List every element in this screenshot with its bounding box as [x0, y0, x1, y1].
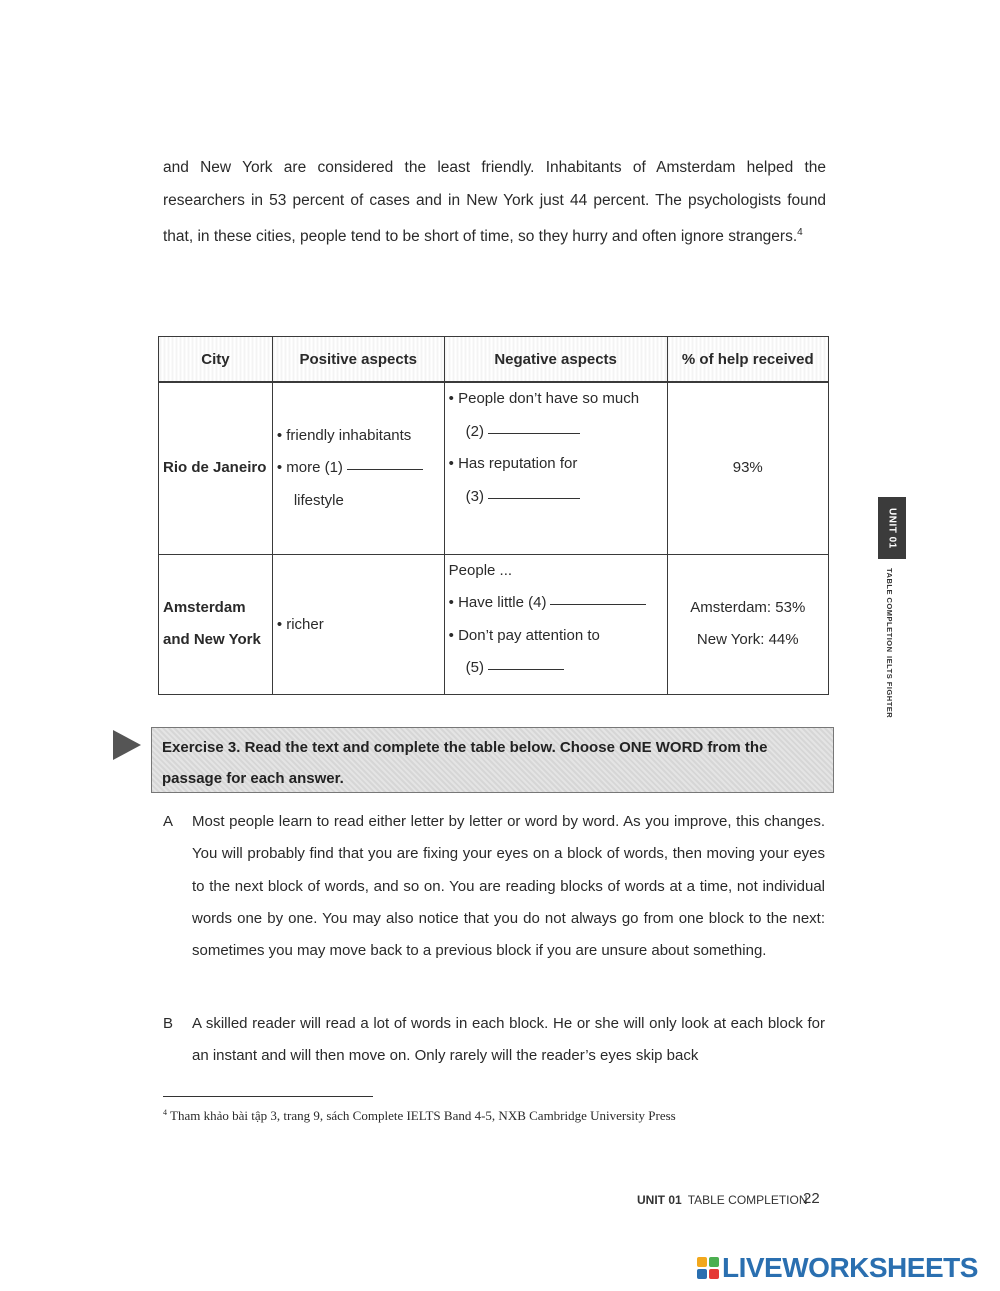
- play-arrow-icon: [113, 730, 141, 760]
- answer-blank-1[interactable]: [347, 468, 423, 470]
- footnote-reference: 4: [797, 227, 803, 238]
- city-rio: Rio de Janeiro: [159, 382, 273, 554]
- header-city: City: [159, 337, 273, 383]
- amsterdam-positive: • richer: [272, 554, 444, 694]
- negative-item: • Have little (4): [449, 587, 663, 620]
- negative-item-cont: (2): [449, 416, 663, 449]
- header-negative: Negative aspects: [444, 337, 667, 383]
- positive-item: • more (1): [277, 452, 440, 485]
- table-row: [159, 382, 829, 554]
- answer-blank-2[interactable]: [488, 432, 580, 434]
- header-percent: % of help received: [667, 337, 828, 383]
- page-number: 22: [803, 1190, 820, 1207]
- section-a-letter: A: [163, 813, 174, 830]
- negative-item: • Has reputation for: [448, 455, 578, 472]
- positive-item-cont: lifestyle: [293, 491, 344, 509]
- comparison-table: [158, 336, 829, 695]
- unit-side-tab: UNIT 01: [878, 497, 906, 559]
- logo-square: [709, 1257, 719, 1267]
- logo-square: [709, 1269, 719, 1279]
- answer-blank-3[interactable]: [488, 497, 580, 499]
- city-amsterdam-newyork: Amsterdam and New York: [159, 554, 273, 694]
- table-row: [159, 554, 829, 694]
- negative-intro: People ...: [448, 561, 513, 579]
- page-footer: UNIT 01 TABLE COMPLETION: [637, 1193, 808, 1207]
- amsterdam-negative: [444, 554, 667, 694]
- table-header-row: [159, 337, 829, 383]
- logo-square: [697, 1257, 707, 1267]
- rio-positive: [272, 382, 444, 554]
- rio-percent: 93%: [667, 382, 828, 554]
- header-positive: Positive aspects: [272, 337, 444, 383]
- logo-square: [697, 1269, 707, 1279]
- side-brand-label: IELTS FIGHTER: [885, 656, 894, 719]
- liveworksheets-watermark[interactable]: [697, 1252, 978, 1284]
- amsterdam-percent: Amsterdam: 53% New York: 44%: [667, 554, 828, 694]
- positive-item: • friendly inhabitants: [276, 426, 412, 444]
- section-b-letter: B: [163, 1015, 174, 1032]
- negative-item: • Don’t pay attention to: [448, 626, 600, 644]
- liveworksheets-logo-icon: [697, 1257, 719, 1279]
- rio-negative: [444, 382, 667, 554]
- answer-blank-5[interactable]: [488, 668, 564, 670]
- negative-item-cont: (5): [449, 652, 663, 685]
- exercise-instruction: Exercise 3. Read the text and complete the table below. Choose ONE WORD from the passage for each answer.: [151, 727, 834, 793]
- negative-item: • People don’t have so much: [448, 390, 640, 407]
- side-section-label: TABLE COMPLETION: [885, 568, 894, 653]
- section-b-text: A skilled reader will read a lot of words in each block. He or she will only look at each block for an instant and will then move on. Only rarely will the reader’s eyes skip back: [192, 1015, 825, 1065]
- intro-paragraph: and New York are considered the least friendly. Inhabitants of Amsterdam helped the researchers in 53 percent of cases and in New York just 44 percent. The psychologists found that, in these cities, people tend to be short of time, so they hurry and often ignore strangers.$^4$: [163, 159, 826, 245]
- footnote-divider: [163, 1096, 373, 1097]
- section-a-text: Most people learn to read either letter by letter or word by word. As you improve, this changes. You will probably find that you are fixing your eyes on a block of words, then moving your eyes to the next block of words, and so on. You are reading blocks of words at a time, not individual words one by one. You may also notice that you do not always go from one block to the next: sometimes you may move back to a previous block if you are unsure about something.: [192, 813, 825, 960]
- negative-item-cont: (3): [449, 481, 663, 514]
- answer-blank-4[interactable]: [550, 603, 646, 605]
- footnote: $^4$ Tham khảo bài tập 3, trang 9, sách Complete IELTS Band 4-5, NXB Cambridge University Press: [163, 1108, 676, 1123]
- liveworksheets-text: LIVEWORKSHEETS: [722, 1252, 978, 1283]
